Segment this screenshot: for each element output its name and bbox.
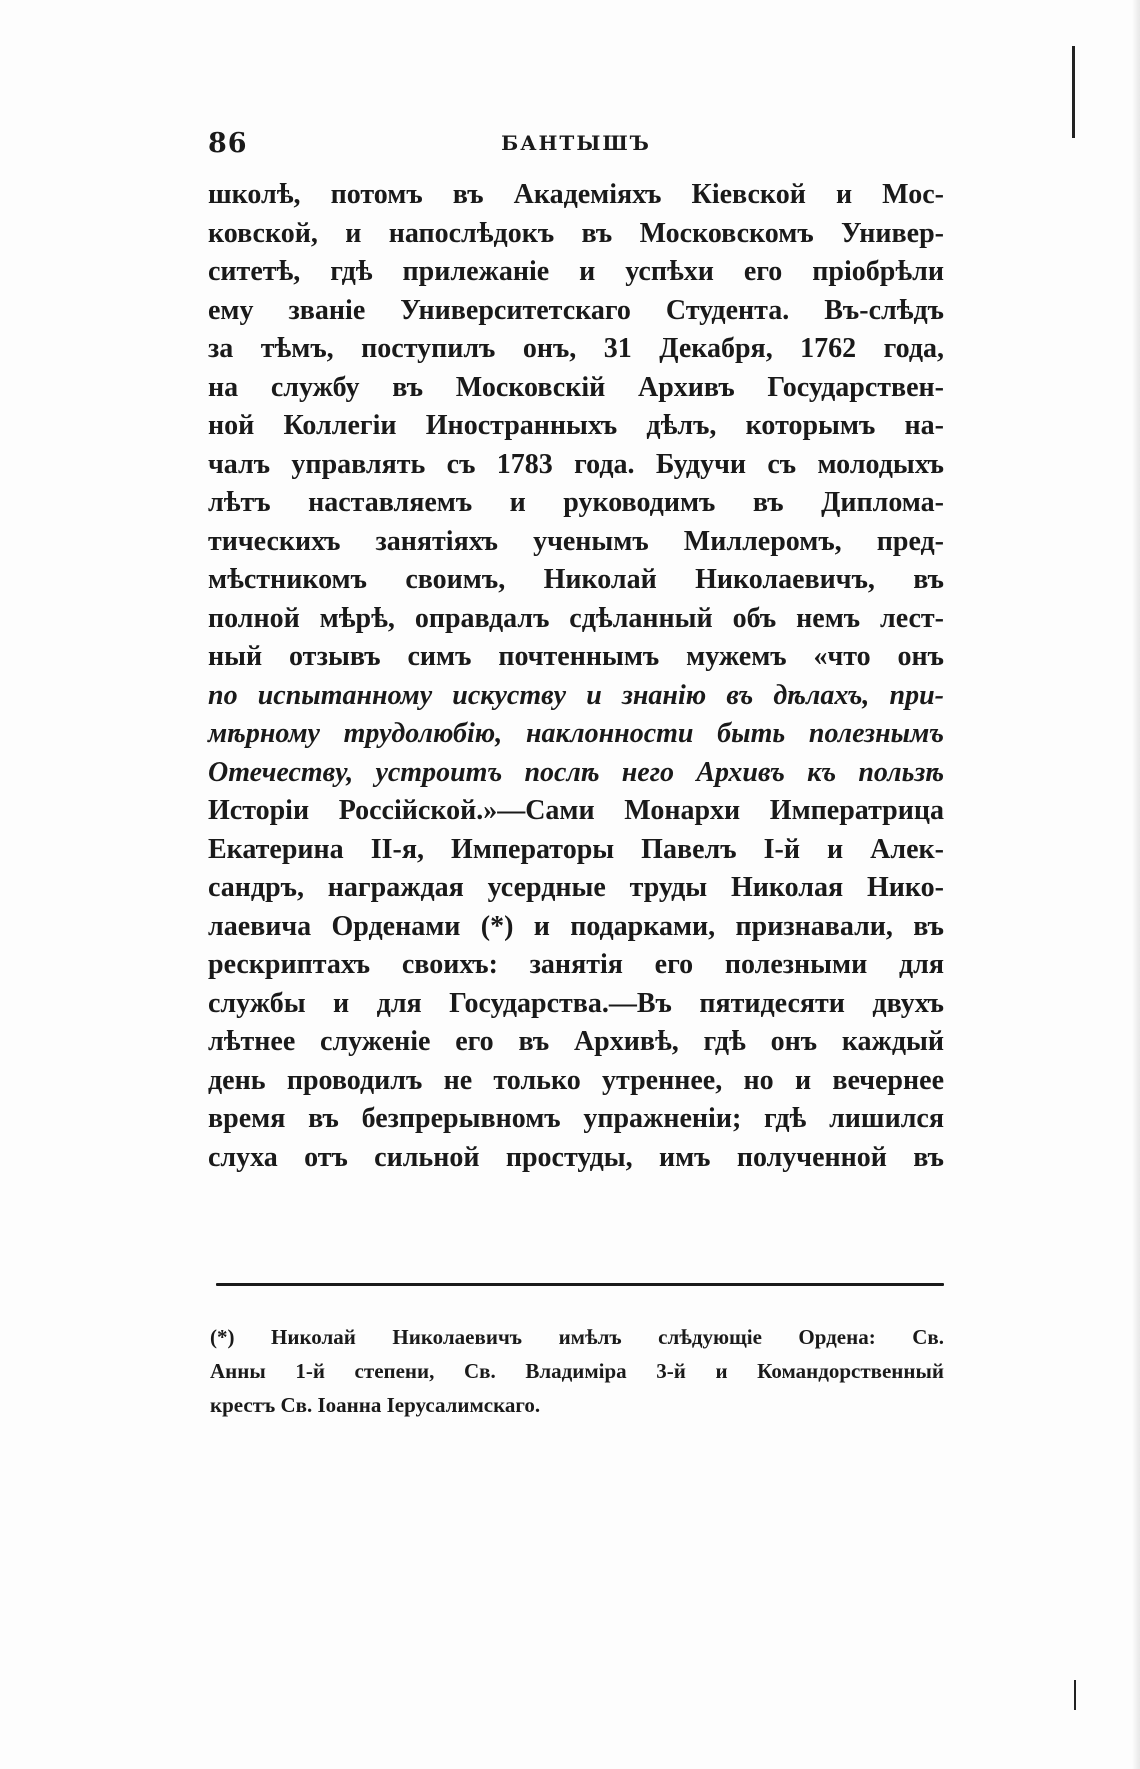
text-line: Исторіи Россійской.»—Сами Монархи Императрица xyxy=(208,795,944,826)
page-header xyxy=(208,128,944,162)
scan-edge-shadow xyxy=(1132,0,1140,1769)
text-line-quote: по испытанному искуству и знанію въ дѣлахъ, при- xyxy=(208,679,944,711)
running-head: БАНТЫШЪ xyxy=(501,131,651,155)
footnote xyxy=(210,1320,944,1422)
text-line: сандръ, награждая усердные труды Николая Нико- xyxy=(208,872,944,903)
text-line: тическихъ занятіяхъ ученымъ Миллеромъ, пред- xyxy=(208,525,944,557)
text-line: мѣстникомъ своимъ, Николай Николаевичъ, въ xyxy=(208,564,944,595)
text-line: чалъ управлять съ 1783 года. Будучи съ молодыхъ xyxy=(208,448,944,480)
text-line: за тѣмъ, поступилъ онъ, 31 Декабря, 1762 года, xyxy=(208,333,944,364)
text-line: лаевича Орденами (*) и подарками, признавали, въ xyxy=(208,910,944,942)
page-number: 86 xyxy=(208,128,248,159)
text-line: ной Коллегіи Иностранныхъ дѣлъ, которымъ на- xyxy=(208,410,944,441)
text-line: лѣтъ наставляемъ и руководимъ въ Диплома- xyxy=(208,487,944,518)
text-line: день проводилъ не только утреннее, но и вечернее xyxy=(208,1064,944,1096)
text-line-quote: Отечеству, устроитъ послѣ него Архивъ къ пользѣ xyxy=(208,756,944,788)
scan-edge-mark xyxy=(1072,46,1075,138)
text-line: школѣ, потомъ въ Академіяхъ Кіевской и Мос- xyxy=(208,179,944,210)
text-line: ему званіе Университетскаго Студента. Въ-слѣдъ xyxy=(208,294,944,326)
body-text xyxy=(208,176,944,1177)
text-line: слуха отъ сильной простуды, имъ полученной въ xyxy=(208,1141,944,1173)
text-line: ковской, и напослѣдокъ въ Московскомъ Универ- xyxy=(208,217,944,249)
text-line: рескриптахъ своихъ: занятія его полезными для xyxy=(208,949,944,980)
text-line: Екатерина II-я, Императоры Павелъ I-й и Алек- xyxy=(208,833,944,865)
footnote-line: крестъ Св. Іоанна Іерусалимскаго. xyxy=(210,1393,541,1417)
footnote-line: Анны 1-й степени, Св. Владиміра 3-й и Командорственный xyxy=(210,1359,944,1383)
footnote-rule xyxy=(216,1283,944,1286)
text-line: ный отзывъ симъ почтеннымъ мужемъ «что онъ xyxy=(208,641,944,672)
text-line: службы и для Государства.—Въ пятидесяти двухъ xyxy=(208,987,944,1019)
scan-edge-mark xyxy=(1074,1680,1076,1710)
text-line: полной мѣрѣ, оправдалъ сдѣланный объ немъ лест- xyxy=(208,602,944,634)
text-line: на службу въ Московскій Архивъ Государствен- xyxy=(208,371,944,403)
text-line: время въ безпрерывномъ упражненіи; гдѣ лишился xyxy=(208,1103,944,1134)
text-line-quote: мѣрному трудолюбію, наклонности быть полезнымъ xyxy=(208,718,944,749)
footnote-line: (*) Николай Николаевичъ имѣлъ слѣдующіе Ордена: Св. xyxy=(210,1325,944,1349)
text-line: лѣтнее служеніе его въ Архивѣ, гдѣ онъ каждый xyxy=(208,1026,944,1057)
text-line: ситетѣ, гдѣ прилежаніе и успѣхи его пріобрѣли xyxy=(208,256,944,287)
